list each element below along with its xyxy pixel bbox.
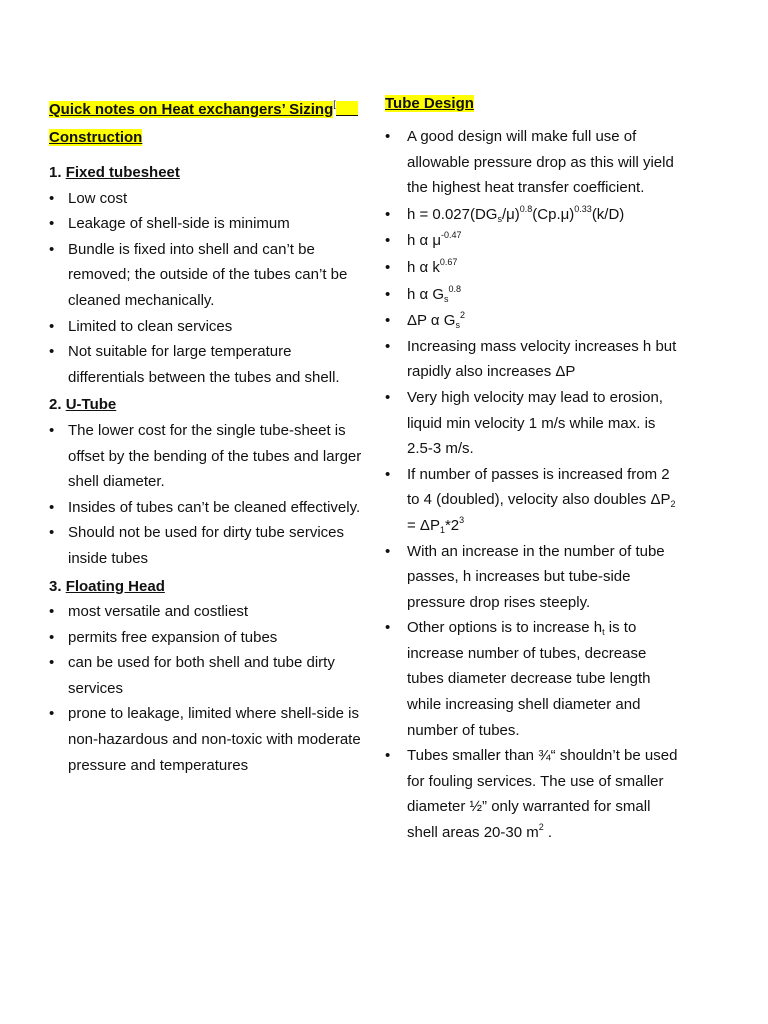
list-item: • Insides of tubes can’t be cleaned effectively.	[49, 495, 369, 521]
title-highlight-trail	[336, 101, 358, 116]
list-item: • Not suitable for large temperature differentials between the tubes and shell.	[49, 339, 369, 390]
list-item: • A good design will make full use of allowable pressure drop as this will yield the highest heat transfer coefficient.	[385, 124, 685, 201]
list-item: • With an increase in the number of tube passes, h increases but tube-side pressure drop rises steeply.	[385, 539, 685, 616]
list-item: • most versatile and costliest	[49, 599, 369, 625]
formula-viscosity: • h α $\mu^{-0.47}$	[385, 228, 685, 254]
list-item: • Bundle is fixed into shell and can’t be removed; the outside of the tubes can’t be cleaned mechanically.	[49, 237, 369, 314]
document-title-line	[49, 90, 369, 124]
section-fixed-tubesheet-heading	[49, 160, 369, 186]
document-title: Quick notes on Heat exchangers’ Sizing	[49, 101, 334, 118]
list-item: • Should not be used for dirty tube services inside tubes	[49, 520, 369, 571]
list-item-tube-size: • Tubes smaller than ¾“ shouldn’t be used for fouling services. The use of smaller diameter ½” only warranted for small shell areas 20-30 $m^2$ .	[385, 743, 685, 845]
section-title: Floating Head	[65, 577, 165, 595]
left-column	[49, 90, 369, 778]
tube-design-heading: Tube Design	[385, 95, 474, 112]
list-item: • Low cost	[49, 186, 369, 212]
list-item: • prone to leakage, limited where shell-side is non-hazardous and non-toxic with moderate pressure and temperatures	[49, 701, 369, 778]
fixed-tubesheet-list	[49, 186, 369, 391]
tube-design-heading-line	[385, 90, 685, 124]
tube-design-list	[385, 124, 685, 846]
list-item: • can be used for both shell and tube dirty services	[49, 650, 369, 701]
formula-heat-transfer: • $h = 0.027(DG_s/\mu)^{0.8}(Cp.\mu)^{0.33}(k/D)$	[385, 202, 685, 228]
construction-heading: Construction	[49, 129, 143, 146]
list-item: • Limited to clean services	[49, 314, 369, 340]
formula-conductivity: • h α $k^{0.67}$	[385, 255, 685, 281]
section-floating-head-heading	[49, 574, 369, 600]
right-column	[385, 90, 685, 846]
formula-pressure-drop: • ΔP α $G_s^2$	[385, 308, 685, 334]
construction-heading-line	[49, 124, 369, 158]
list-item: • Leakage of shell-side is minimum	[49, 211, 369, 237]
section-number: 1.	[49, 164, 62, 181]
section-number: 2.	[49, 396, 62, 414]
title-reference: [	[333, 99, 336, 109]
list-item: • permits free expansion of tubes	[49, 625, 369, 651]
u-tube-list	[49, 418, 369, 572]
list-item: • The lower cost for the single tube-sheet is offset by the bending of the tubes and larger shell diameter.	[49, 418, 369, 495]
section-u-tube-heading	[49, 392, 369, 418]
list-item-passes: • If number of passes is increased from 2 to 4 (doubled), velocity also doubles $\Delta P_2 = \Delta P_1*2^3$	[385, 462, 685, 539]
section-number: 3.	[49, 577, 62, 595]
section-title: Fixed tubesheet	[65, 164, 180, 181]
floating-head-list	[49, 599, 369, 778]
list-item: • Increasing mass velocity increases h but rapidly also increases ΔP	[385, 334, 685, 385]
list-item: • Very high velocity may lead to erosion, liquid min velocity 1 m/s while max. is 2.5-3 m/s.	[385, 385, 685, 462]
formula-mass-velocity: • h α $G_s^{0.8}$	[385, 282, 685, 308]
section-title: U-Tube	[65, 396, 117, 414]
list-item-other-options: • Other options is to increase $h_t$ is to increase number of tubes, decrease tubes diameter decrease tube length while increasing shell diameter and number of tubes.	[385, 615, 685, 743]
